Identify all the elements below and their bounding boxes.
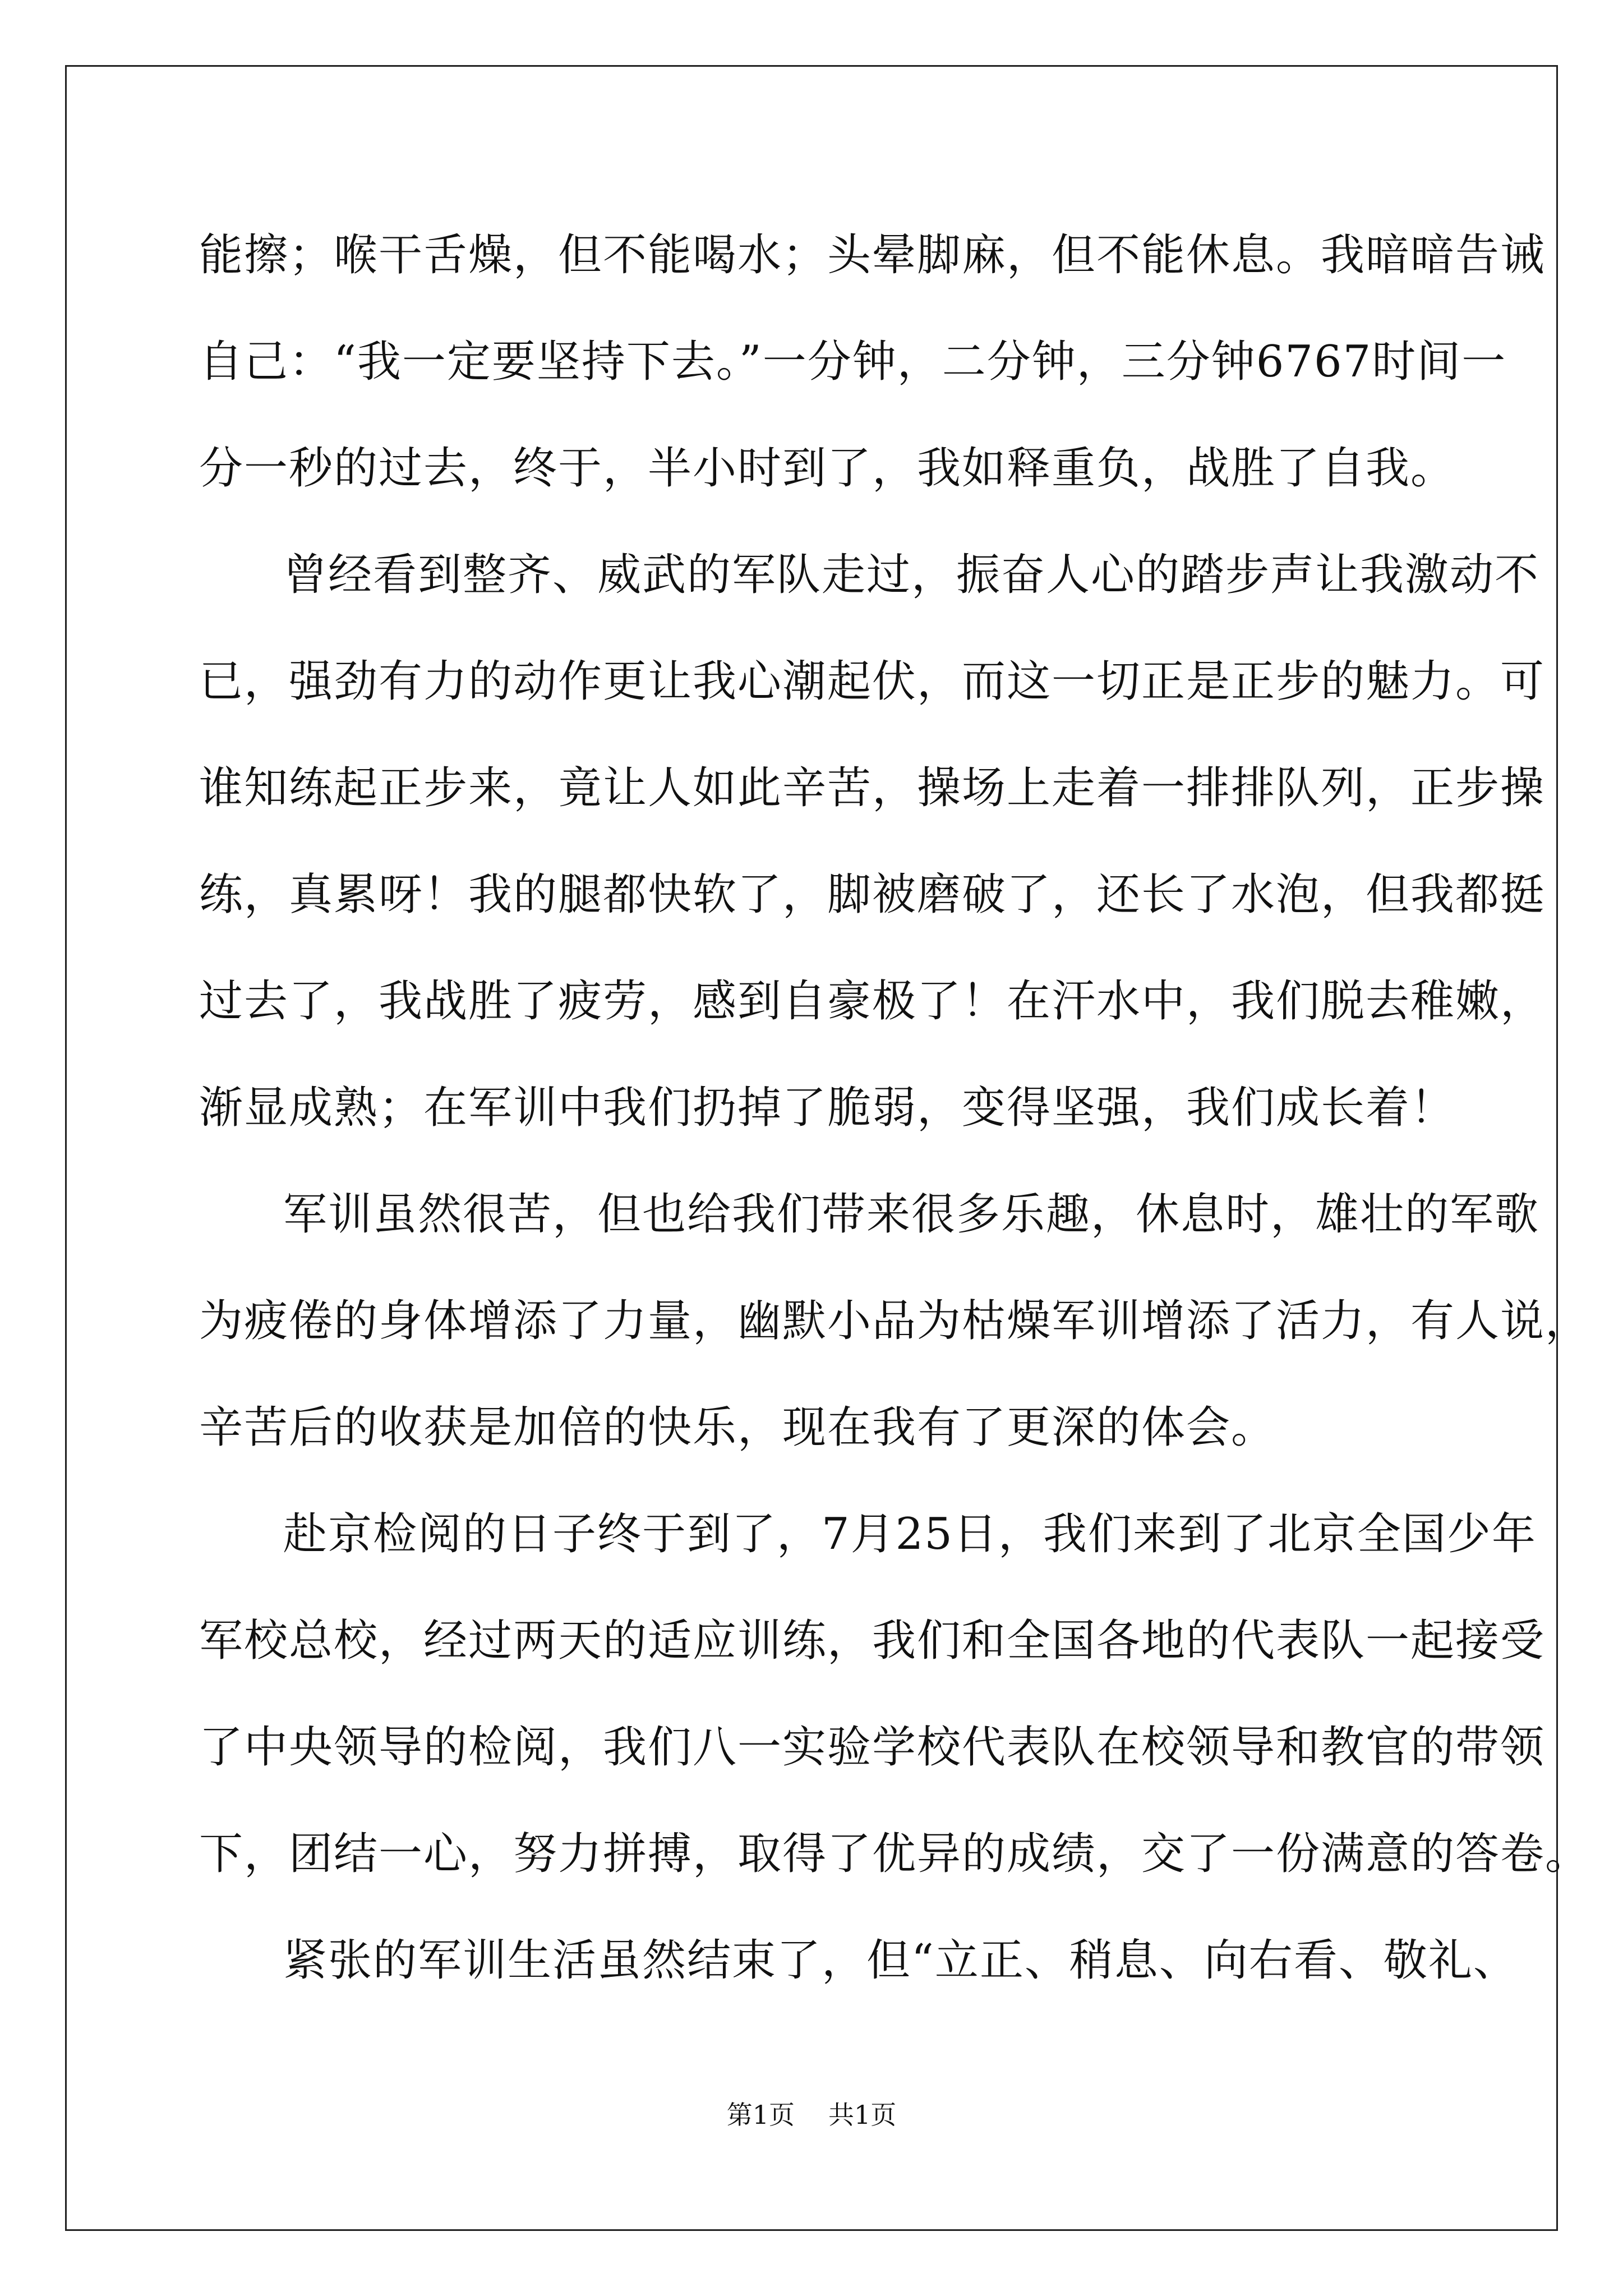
text-line: 过去了，我战胜了疲劳，感到自豪极了！在汗水中，我们脱去稚嫩，	[199, 976, 1546, 1027]
paragraph-start-line: 赴京检阅的日子终于到了，7月25日，我们来到了北京全国少年	[283, 1509, 1537, 1559]
text-line: 渐显成熟；在军训中我们扔掉了脆弱，变得坚强，我们成长着！	[199, 1083, 1456, 1133]
page-total: 共1页	[828, 2100, 897, 2130]
page-footer	[0, 2098, 1623, 2132]
document-body	[199, 202, 1590, 2014]
text-line: 练，真累呀！我的腿都快软了，脚被磨破了，还长了水泡，但我都挺	[199, 869, 1546, 920]
text-line: 自己：“我一定要坚持下去。”一分钟，二分钟，三分钟6767时间一	[199, 337, 1507, 387]
text-line: 分一秒的过去，终于，半小时到了，我如释重负，战胜了自我。	[199, 443, 1456, 494]
text-line: 军校总校，经过两天的适应训练，我们和全国各地的代表队一起接受	[199, 1616, 1546, 1666]
paragraph-start-line: 紧张的军训生活虽然结束了，但“立正、稍息、向右看、敬礼、	[283, 1935, 1518, 1986]
text-line: 为疲倦的身体增添了力量，幽默小品为枯燥军训增添了活力，有人说，	[199, 1296, 1590, 1346]
paragraph-start-line: 曾经看到整齐、威武的军队走过，振奋人心的踏步声让我激动不	[283, 550, 1540, 600]
text-line: 辛苦后的收获是加倍的快乐，现在我有了更深的体会。	[199, 1402, 1276, 1453]
page-number: 第1页	[726, 2100, 795, 2130]
text-line: 了中央领导的检阅，我们八一实验学校代表队在校领导和教官的带领	[199, 1722, 1546, 1773]
text-line: 谁知练起正步来，竟让人如此辛苦，操场上走着一排排队列，正步操	[199, 763, 1546, 813]
text-line: 能擦；喉干舌燥，但不能喝水；头晕脚麻，但不能休息。我暗暗告诫	[199, 230, 1546, 280]
text-line: 下，团结一心，努力拼搏，取得了优异的成绩，交了一份满意的答卷。	[199, 1829, 1590, 1879]
text-line: 已，强劲有力的动作更让我心潮起伏，而这一切正是正步的魅力。可	[199, 656, 1546, 707]
paragraph-start-line: 军训虽然很苦，但也给我们带来很多乐趣，休息时，雄壮的军歌	[283, 1189, 1540, 1240]
